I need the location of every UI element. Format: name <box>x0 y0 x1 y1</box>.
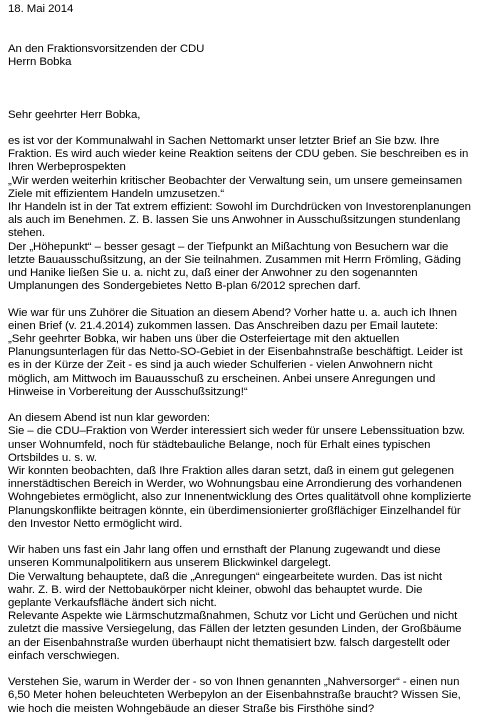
text-line: an der Eisenbahnstraße wurden überhaupt nicht thematisiert bzw. falsch dargestellt oder <box>8 636 451 649</box>
spacer <box>8 531 492 544</box>
text-line: Ihren Werbeprospekten <box>8 161 126 174</box>
text-line: es in der Kürze der Zeit - es sind ja auch wieder Schulferien - vielen Anwohnern nicht <box>8 359 433 372</box>
paragraph-2 <box>8 307 492 399</box>
text-line: einen Brief (v. 21.4.2014) zukommen lassen. Das Anschreiben dazu per Email lautete: <box>8 319 438 332</box>
spacer <box>8 69 492 95</box>
text-line: Wir haben uns fast ein Jahr lang offen und ernsthaft der Planung zugewandt und diese <box>8 544 441 557</box>
text-line: innerstädtischen Bereich in Werder, wo Wohnungsbau eine Arrondierung des vorhandenen <box>8 478 462 491</box>
text-line: Ziele mit effizientem Handeln umzusetzen.“ <box>8 187 225 200</box>
text-line: möglich, am Mittwoch im Bauausschuß zu erscheinen. Anbei unsere Anregungen und <box>8 372 436 385</box>
text-line: „Sehr geehrter Bobka, wir haben uns über die Osterfeiertage mit den aktuellen <box>8 333 400 345</box>
text-line: Der „Höhepunkt“ – besser gesagt – der Tiefpunkt an Mißachtung von Besuchern war die <box>8 240 449 253</box>
text-line: An diesem Abend ist nun klar geworden: <box>8 412 210 425</box>
text-line: Planungsunterlagen für das Netto-SO-Gebiet in der Eisenbahnstraße beschäftigt. Leider ist <box>8 346 463 359</box>
text-line: es ist vor der Kommunalwahl in Sachen Nettomarkt unser letzter Brief an Sie bzw. Ihre <box>8 134 440 147</box>
text-line: Relevante Aspekte wie Lärmschutzmaßnahmen, Schutz vor Licht und Gerüchen und nicht <box>8 610 458 623</box>
text-line: Fraktion. Es wird auch wieder keine Reaktion seitens der CDU geben. Sie beschreiben es in <box>8 148 469 161</box>
text-line: geplante Verkaufsfläche ändert sich nicht. <box>8 597 217 610</box>
salutation: Sehr geehrter Herr Bobka, <box>8 108 141 121</box>
text-line: Ihr Handeln ist in der Tat extrem effizient: Sowohl im Durchdrücken von Investorenplanungen <box>8 200 471 213</box>
text-line: als auch im Benehmen. Z. B. lassen Sie uns Anwohner in Ausschußsitzungen stundenlang <box>8 214 461 227</box>
text-line: stehen. <box>8 227 46 240</box>
text-line: den Investor Netto ermöglicht wird. <box>8 517 183 530</box>
text-line: Wir konnten beobachten, daß Ihre Fraktion alles daran setzt, daß in einem gut gelegenen <box>8 465 454 478</box>
recipient-name: Herrn Bobka <box>8 55 72 68</box>
text-line: Planungskonflikte beitragen könnte, ein überdimensionierter großflächiger Einzelhandel für <box>8 504 461 517</box>
spacer <box>8 16 492 42</box>
text-line: Hinweise in Vorbereitung der Ausschußsitzung!“ <box>8 385 248 398</box>
text-line: zuletzt die massive Versiegelung, das Fällen der letzten gesunden Linden, der Großbäume <box>8 623 462 636</box>
spacer <box>8 293 492 306</box>
text-line: Umplanungen des Sondergebietes Netto B-plan 6/2012 sprechen darf. <box>8 280 361 293</box>
text-line: Ortsbildes u. s. w. <box>8 451 97 464</box>
text-line: unser Wohnumfeld, noch für städtebauliche Belange, noch für Erhalt eines typischen <box>8 438 431 451</box>
text-line: „Wir werden weiterhin kritischer Beobachter der Verwaltung sein, um unsere gemeinsamen <box>8 174 463 187</box>
text-line: Wohngebietes ermöglicht, also zur Innenentwicklung des Ortes qualitätvoll ohne komplizierte <box>8 491 472 504</box>
paragraph-4 <box>8 544 492 663</box>
text-line: und Hanike ließen Sie u. a. nicht zu, daß einer der Anwohner zu den sogenannten <box>8 267 418 279</box>
text-line: Sie – die CDU–Fraktion von Werder interessiert sich weder für unsere Lebenssituation bzw. <box>8 425 465 438</box>
spacer <box>8 663 492 676</box>
text-line: Verstehen Sie, warum in Werder der - so von Ihnen genannten „Nahversorger“ - einen nun <box>8 676 460 689</box>
letter-date: 18. Mai 2014 <box>8 3 74 15</box>
text-line: wie hoch die meisten Wohngebäude an dieser Straße bis Firsthöhe sind? <box>8 702 375 715</box>
text-line: einfach verschwiegen. <box>8 649 120 662</box>
spacer <box>8 95 492 108</box>
text-line: Die Verwaltung behauptete, daß die „Anregungen“ eingearbeitete wurden. Das ist nicht <box>8 570 442 583</box>
paragraph-1 <box>8 135 492 293</box>
text-line: 6,50 Meter hohen beleuchteten Werbepylon an der Eisenbahnstraße braucht? Wissen Sie, <box>8 689 461 702</box>
recipient-line: An den Fraktionsvorsitzenden der CDU <box>8 42 205 55</box>
text-line: wahr. Z. B. wird der Nettobaukörper nicht kleiner, obwohl das behauptet wurde. Die <box>8 583 423 596</box>
text-line: Wie war für uns Zuhörer die Situation an diesem Abend? Vorher hatte u. a. auch ich Ihnen <box>8 306 457 319</box>
paragraph-3 <box>8 412 492 531</box>
text-line: letzte Bauausschußsitzung, an der Sie teilnahmen. Zusammen mit Herrn Frömling, Gäding <box>8 253 461 266</box>
spacer <box>8 122 492 135</box>
text-line: unseren Kommunalpolitikern aus unserem Blickwinkel dargelegt. <box>8 557 332 570</box>
spacer <box>8 399 492 412</box>
